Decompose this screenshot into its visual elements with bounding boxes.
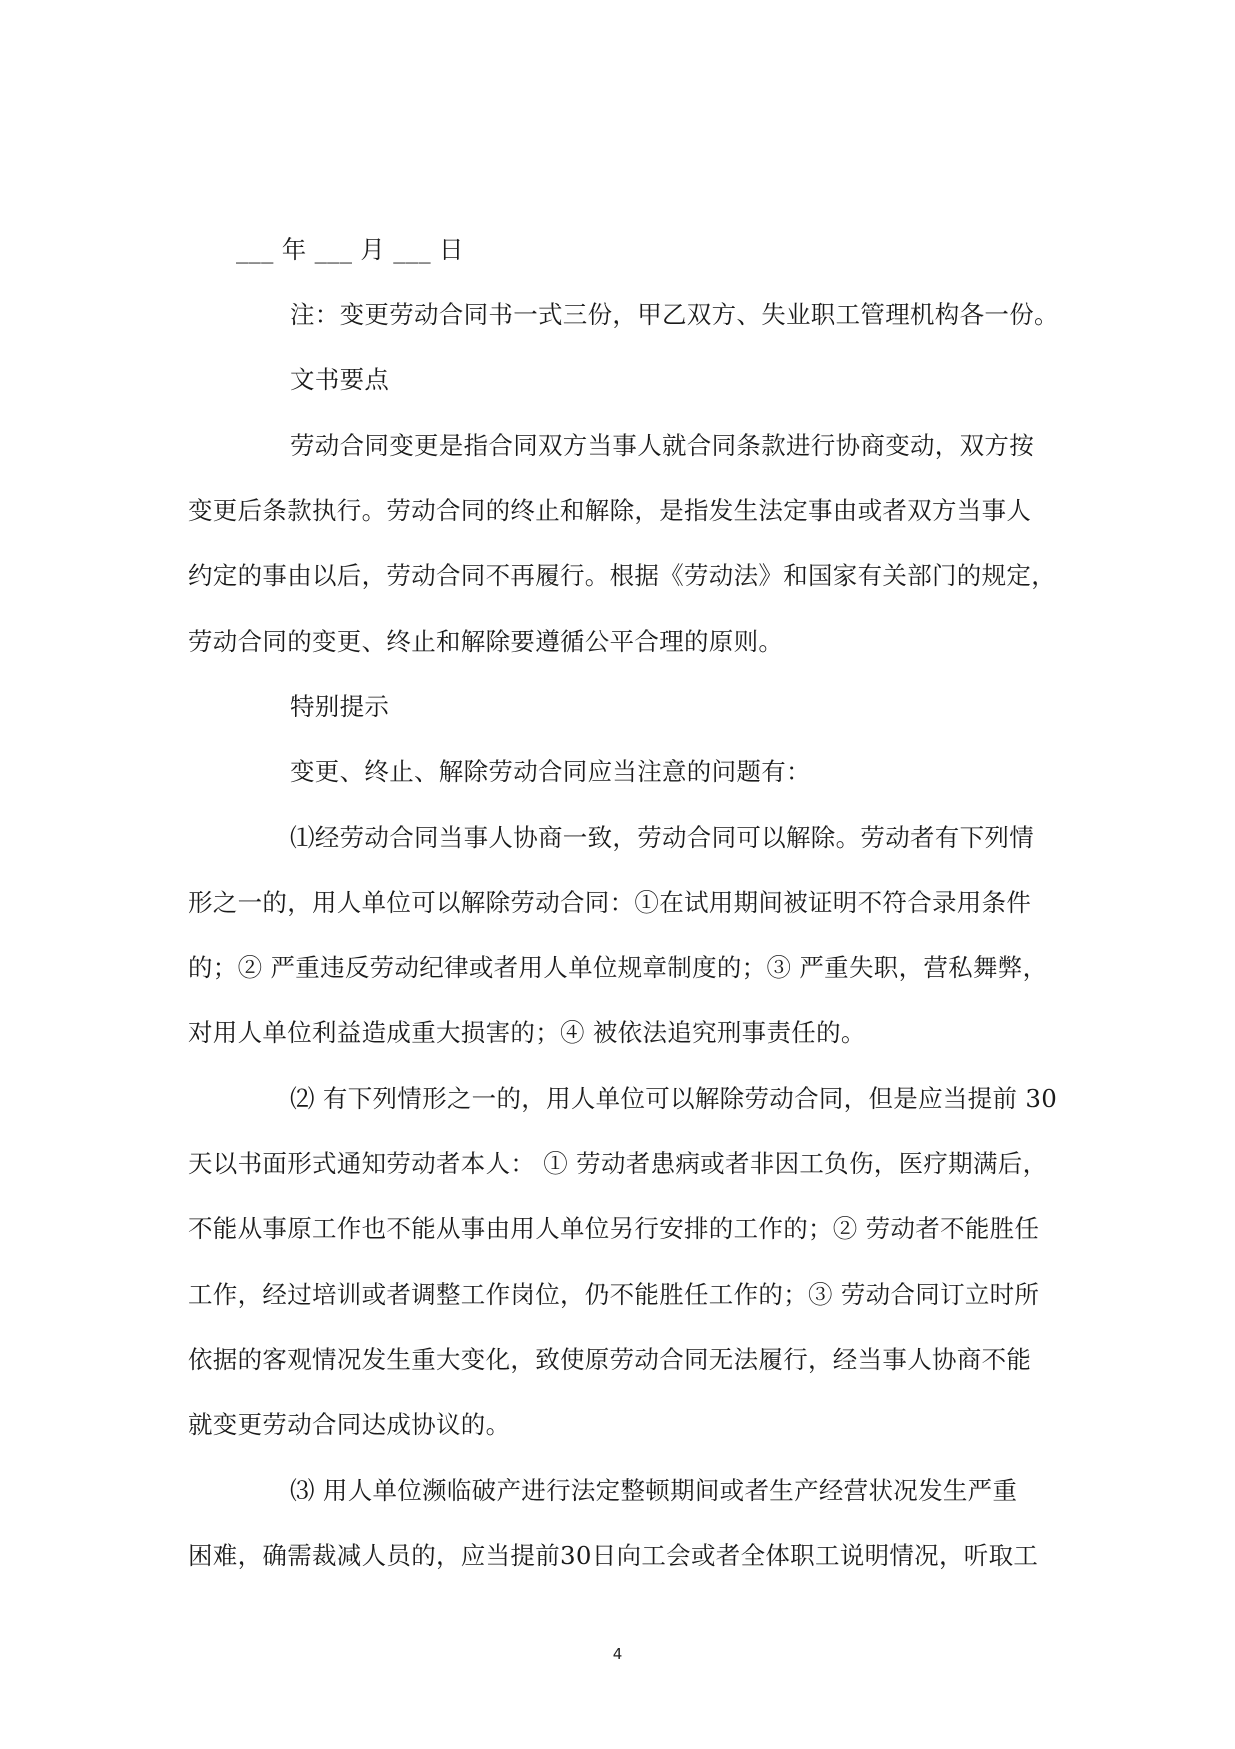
item-line: ⑶ 用人单位濒临破产进行法定整顿期间或者生产经营状况发生严重	[290, 1476, 1018, 1505]
item-line: ⑵ 有下列情形之一的，用人单位可以解除劳动合同，但是应当提前 30	[290, 1084, 1058, 1113]
item-line: 工作，经过培训或者调整工作岗位，仍不能胜任工作的；③ 劳动合同订立时所	[188, 1280, 1040, 1309]
note-line: 注：变更劳动合同书一式三份，甲乙双方、失业职工管理机构各一份。	[290, 300, 1059, 329]
item-line: 天以书面形式通知劳动者本人： ① 劳动者患病或者非因工负伤，医疗期满后，	[188, 1149, 1048, 1178]
paragraph-line: 变更、终止、解除劳动合同应当注意的问题有：	[290, 757, 811, 786]
item-line: ⑴经劳动合同当事人协商一致，劳动合同可以解除。劳动者有下列情	[290, 823, 1034, 852]
item-line: 不能从事原工作也不能从事由用人单位另行安排的工作的；② 劳动者不能胜任	[188, 1214, 1040, 1243]
paragraph-line: 约定的事由以后，劳动合同不再履行。根据《劳动法》和国家有关部门的规定，	[188, 561, 1056, 590]
page-number: 4	[612, 1645, 623, 1663]
date-line: ___ 年 ___ 月 ___ 日	[236, 235, 464, 264]
item-line: 就变更劳动合同达成协议的。	[188, 1410, 511, 1439]
paragraph-line: 变更后条款执行。劳动合同的终止和解除，是指发生法定事由或者双方当事人	[188, 496, 1032, 525]
paragraph-line: 劳动合同的变更、终止和解除要遵循公平合理的原则。	[188, 627, 784, 656]
paragraph-line: 劳动合同变更是指合同双方当事人就合同条款进行协商变动，双方按	[290, 431, 1034, 460]
item-line: 的；② 严重违反劳动纪律或者用人单位规章制度的；③ 严重失职，营私舞弊，	[188, 953, 1048, 982]
section-heading-special-tips: 特别提示	[290, 692, 390, 721]
section-heading-key-points: 文书要点	[290, 365, 390, 394]
item-line: 困难，确需裁减人员的，应当提前30日向工会或者全体职工说明情况，听取工	[188, 1541, 1039, 1570]
item-line: 对用人单位利益造成重大损害的；④ 被依法追究刑事责任的。	[188, 1018, 866, 1047]
item-line: 依据的客观情况发生重大变化，致使原劳动合同无法履行，经当事人协商不能	[188, 1345, 1032, 1374]
item-line: 形之一的，用人单位可以解除劳动合同：①在试用期间被证明不符合录用条件	[188, 888, 1032, 917]
